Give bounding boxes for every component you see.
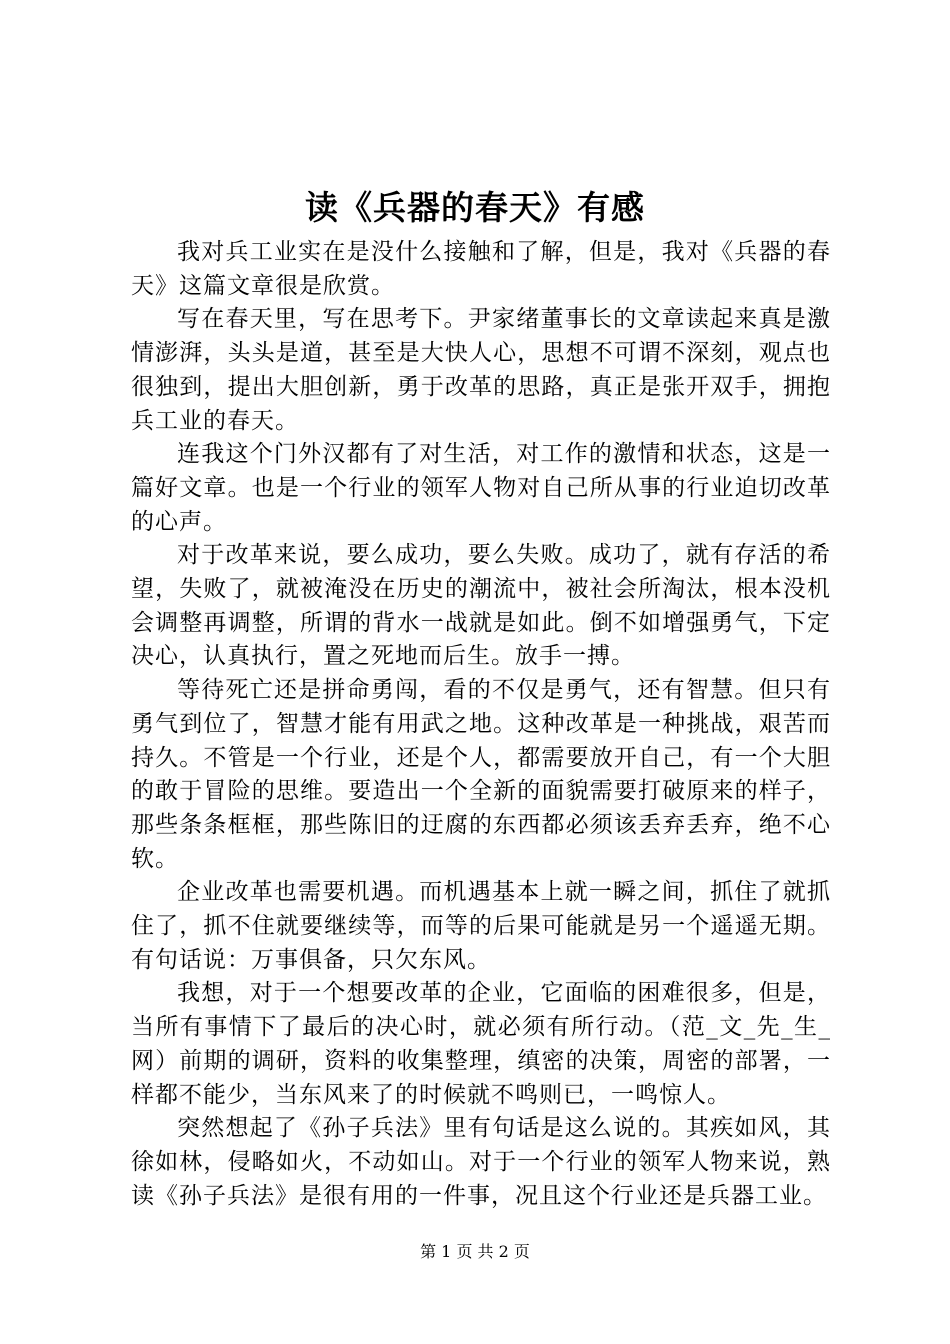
- paragraph: 企业改革也需要机遇。而机遇基本上就一瞬之间，抓住了就抓住了，抓不住就要继续等，而等的后果可能就是另一个遥遥无期。有句话说：万事俱备，只欠东风。: [131, 879, 831, 973]
- document-body: [131, 236, 831, 1213]
- paragraph: 我对兵工业实在是没什么接触和了解，但是，我对《兵器的春天》这篇文章很是欣赏。: [131, 239, 831, 299]
- paragraph: 对于改革来说，要么成功，要么失败。成功了，就有存活的希望，失败了，就被淹没在历史的潮流中，被社会所淘汰，根本没机会调整再调整，所谓的背水一战就是如此。倒不如增强勇气，下定决心，认真执行，置之死地而后生。放手一搏。: [131, 542, 831, 670]
- document-title: 读《兵器的春天》有感: [305, 188, 645, 227]
- paragraph: 连我这个门外汉都有了对生活，对工作的激情和状态，这是一篇好文章。也是一个行业的领军人物对自己所从事的行业迫切改革的心声。: [131, 441, 831, 535]
- paragraph: 突然想起了《孙子兵法》里有句话是这么说的。其疾如风，其徐如林，侵略如火，不动如山。对于一个行业的领军人物来说，熟读《孙子兵法》是很有用的一件事，况且这个行业还是兵器工业。: [131, 1115, 831, 1209]
- paragraph: 写在春天里，写在思考下。尹家绪董事长的文章读起来真是激情澎湃，头头是道，甚至是大快人心，思想不可谓不深刻，观点也很独到，提出大胆创新，勇于改革的思路，真正是张开双手，拥抱兵工业的春天。: [131, 306, 831, 434]
- page-number-footer: 第 1 页 共 2 页: [420, 1242, 530, 1261]
- paragraph: 我想，对于一个想要改革的企业，它面临的困难很多，但是，当所有事情下了最后的决心时，就必须有所行动。（范_文_先_生_网）前期的调研，资料的收集整理，缜密的决策，周密的部署，一样都不能少，当东风来了的时候就不鸣则已，一鸣惊人。: [131, 980, 832, 1108]
- paragraph: 等待死亡还是拼命勇闯，看的不仅是勇气，还有智慧。但只有勇气到位了，智慧才能有用武之地。这种改革是一种挑战，艰苦而持久。不管是一个行业，还是个人，都需要放开自己，有一个大胆的敢于冒险的思维。要造出一个全新的面貌需要打破原来的样子，那些条条框框，那些陈旧的迂腐的东西都必须该丢弃丢弃，绝不心软。: [131, 677, 831, 872]
